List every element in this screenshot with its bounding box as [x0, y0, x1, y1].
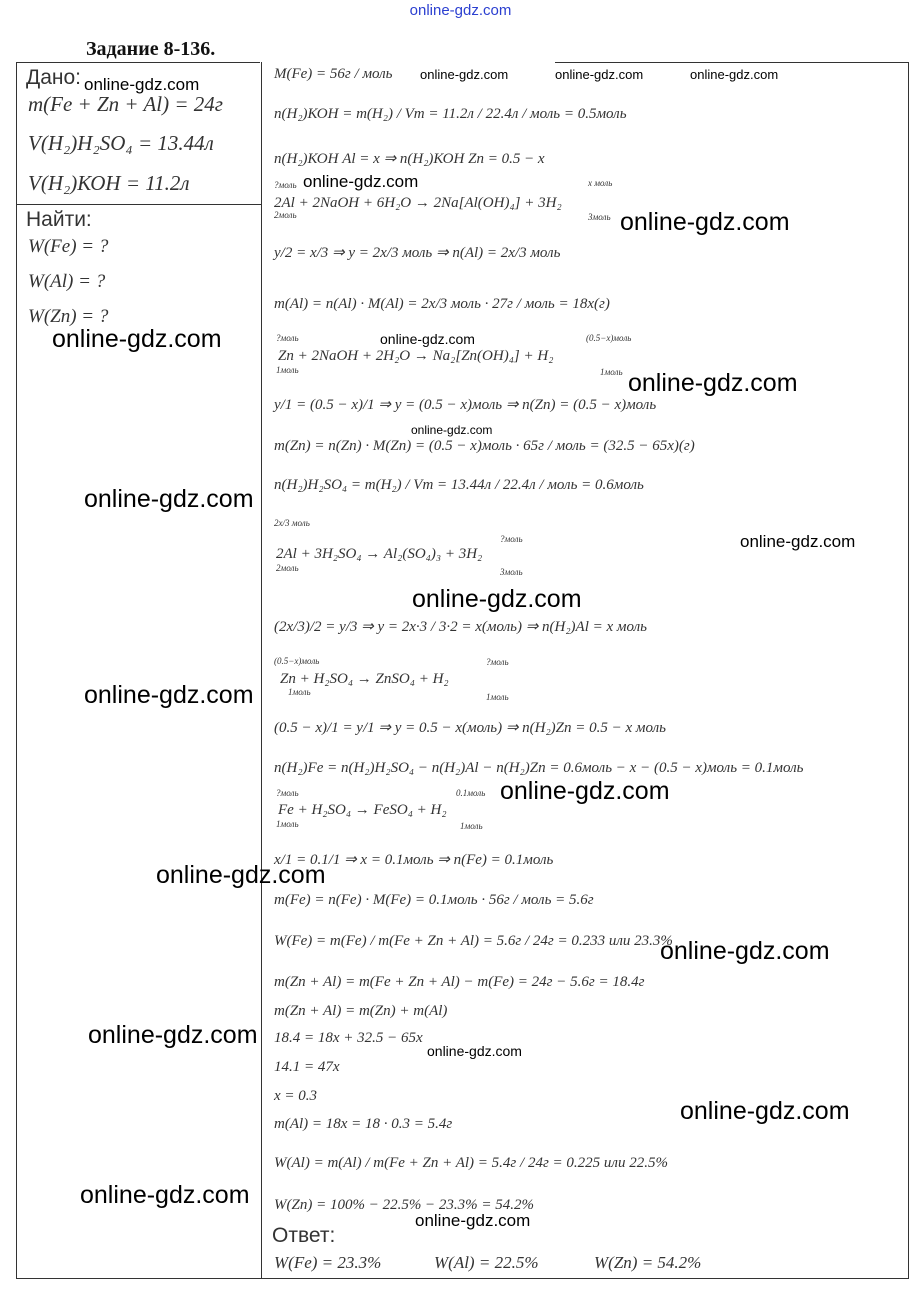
- mole-annotation: ?моль: [500, 534, 523, 544]
- solution-line: W(Zn) = 100% − 22.5% − 23.3% = 54.2%: [274, 1197, 535, 1213]
- find-line: W(Fe) = ?: [28, 236, 109, 257]
- watermark: online-gdz.com: [415, 1211, 531, 1230]
- mole-annotation: 1моль: [276, 365, 299, 375]
- watermark: online-gdz.com: [628, 369, 798, 397]
- mole-annotation: 1моль: [276, 819, 299, 829]
- page-title: Задание 8-136.: [86, 38, 216, 60]
- given-line: V(H₂)H₂SO₄ = 13.44л: [28, 131, 214, 155]
- mole-annotation: 2x/3 моль: [274, 518, 310, 528]
- mole-annotation: (0.5−x)моль: [274, 656, 320, 666]
- mole-annotation: ?моль: [276, 333, 299, 343]
- watermark: online-gdz.com: [84, 681, 254, 709]
- solution-line: 18.4 = 18x + 32.5 − 65x: [274, 1030, 423, 1046]
- site-link[interactable]: online-gdz.com: [409, 2, 512, 19]
- solution-line: (2x/3)/2 = y/3 ⇒ y = 2x·3 / 3·2 = x(моль) ⇒ n(H₂)Al = x моль: [274, 619, 647, 635]
- mole-annotation: 1моль: [460, 821, 483, 831]
- solution-line: W(Fe) = m(Fe) / m(Fe + Zn + Al) = 5.6г / 24г = 0.233 или 23.3%: [274, 933, 673, 949]
- watermark: online-gdz.com: [380, 331, 475, 347]
- solution-line: W(Al) = m(Al) / m(Fe + Zn + Al) = 5.4г / 24г = 0.225 или 22.5%: [274, 1155, 668, 1171]
- frame-divider: [261, 62, 262, 1278]
- frame-top-right: [555, 62, 909, 63]
- solution-line: m(Al) = n(Al) · M(Al) = 2x/3 моль · 27г / моль = 18x(г): [274, 296, 610, 312]
- solution-line: Fe + H₂SO₄ → FeSO₄ + H₂: [278, 802, 447, 818]
- mole-annotation: ?моль: [274, 180, 297, 190]
- mole-annotation: ?моль: [486, 657, 509, 667]
- mole-annotation: 1моль: [486, 692, 509, 702]
- watermark: online-gdz.com: [80, 1181, 250, 1209]
- solution-line: n(H₂)H₂SO₄ = m(H₂) / Vm = 13.44л / 22.4л / моль = 0.6моль: [274, 477, 644, 493]
- solution-line: n(H₂)КОН = m(H₂) / Vm = 11.2л / 22.4л / моль = 0.5моль: [274, 106, 627, 122]
- find-header: Найти:: [26, 208, 92, 231]
- answer-header: Ответ:: [272, 1224, 336, 1247]
- mole-annotation: ?моль: [276, 788, 299, 798]
- watermark: online-gdz.com: [156, 861, 326, 889]
- watermark: online-gdz.com: [303, 172, 419, 191]
- frame-right: [908, 62, 909, 1278]
- solution-line: x = 0.3: [274, 1088, 318, 1104]
- solution-line: 2Al + 3H₂SO₄ → Al₂(SO₄)₃ + 3H₂: [276, 546, 483, 562]
- solution-line: Zn + H₂SO₄ → ZnSO₄ + H₂: [280, 671, 449, 687]
- watermark: online-gdz.com: [84, 485, 254, 513]
- frame-bottom: [16, 1278, 909, 1279]
- solution-line: n(H₂)Fe = n(H₂)H₂SO₄ − n(H₂)Al − n(H₂)Zn = 0.6моль − x − (0.5 − x)моль = 0.1моль: [274, 760, 804, 776]
- solution-line: Zn + 2NaOH + 2H₂O → Na₂[Zn(OH)₄] + H₂: [278, 348, 554, 364]
- solution-line: 2Al + 2NaOH + 6H₂O → 2Na[Al(OH)₄] + 3H₂: [274, 195, 562, 211]
- mole-annotation: 2моль: [276, 563, 299, 573]
- solution-line: y/1 = (0.5 − x)/1 ⇒ y = (0.5 − x)моль ⇒ n(Zn) = (0.5 − x)моль: [274, 397, 657, 413]
- watermark: online-gdz.com: [555, 67, 644, 82]
- watermark: online-gdz.com: [500, 777, 670, 805]
- mole-annotation: 0.1моль: [456, 788, 486, 798]
- answer-item: W(Zn) = 54.2%: [594, 1253, 702, 1272]
- frame-left: [16, 62, 17, 1278]
- solution-line: m(Zn + Al) = m(Zn) + m(Al): [274, 1003, 448, 1019]
- watermark: online-gdz.com: [660, 937, 830, 965]
- watermark: online-gdz.com: [680, 1097, 850, 1125]
- watermark: online-gdz.com: [427, 1043, 522, 1059]
- watermark: online-gdz.com: [88, 1021, 258, 1049]
- solution-line: M(Fe) = 56г / моль: [274, 66, 393, 82]
- mole-annotation: 2моль: [274, 210, 297, 220]
- watermark: online-gdz.com: [84, 75, 200, 94]
- watermark: online-gdz.com: [620, 208, 790, 236]
- solution-line: (0.5 − x)/1 = y/1 ⇒ y = 0.5 − x(моль) ⇒ n(H₂)Zn = 0.5 − x моль: [274, 720, 666, 736]
- watermark: online-gdz.com: [411, 423, 493, 437]
- answer-item: W(Fe) = 23.3%: [274, 1253, 382, 1272]
- watermark: online-gdz.com: [690, 67, 779, 82]
- find-line: W(Zn) = ?: [28, 306, 109, 327]
- solution-line: n(H₂)КОН Al = x ⇒ n(H₂)КОН Zn = 0.5 − x: [274, 151, 545, 167]
- given-header: Дано:: [26, 66, 82, 89]
- solution-line: m(Fe) = n(Fe) · M(Fe) = 0.1моль · 56г / моль = 5.6г: [274, 892, 594, 908]
- mole-annotation: (0.5−x)моль: [586, 333, 632, 343]
- solution-line: m(Zn + Al) = m(Fe + Zn + Al) − m(Fe) = 24г − 5.6г = 18.4г: [274, 974, 645, 990]
- given-find-divider: [16, 204, 261, 205]
- frame-top-left: [16, 62, 260, 63]
- watermark: online-gdz.com: [740, 532, 856, 551]
- mole-annotation: 1моль: [600, 367, 623, 377]
- solution-line: y/2 = x/3 ⇒ y = 2x/3 моль ⇒ n(Al) = 2x/3 моль: [274, 245, 561, 261]
- solution-line: 14.1 = 47x: [274, 1059, 340, 1075]
- mole-annotation: 1моль: [288, 687, 311, 697]
- find-line: W(Al) = ?: [28, 271, 106, 292]
- mole-annotation: 3моль: [588, 212, 611, 222]
- given-line: m(Fe + Zn + Al) = 24г: [28, 92, 223, 116]
- mole-annotation: 3моль: [500, 567, 523, 577]
- given-line: V(H₂)КОН = 11.2л: [28, 171, 190, 195]
- watermark: online-gdz.com: [52, 325, 222, 353]
- solution-line: m(Al) = 18x = 18 · 0.3 = 5.4г: [274, 1116, 453, 1132]
- solution-line: m(Zn) = n(Zn) · M(Zn) = (0.5 − x)моль · 65г / моль = (32.5 − 65x)(г): [274, 438, 695, 454]
- watermark: online-gdz.com: [420, 67, 509, 82]
- mole-annotation: x моль: [588, 178, 613, 188]
- answer-item: W(Al) = 22.5%: [434, 1253, 539, 1272]
- watermark: online-gdz.com: [412, 585, 582, 613]
- solution-line: x/1 = 0.1/1 ⇒ x = 0.1моль ⇒ n(Fe) = 0.1моль: [274, 852, 554, 868]
